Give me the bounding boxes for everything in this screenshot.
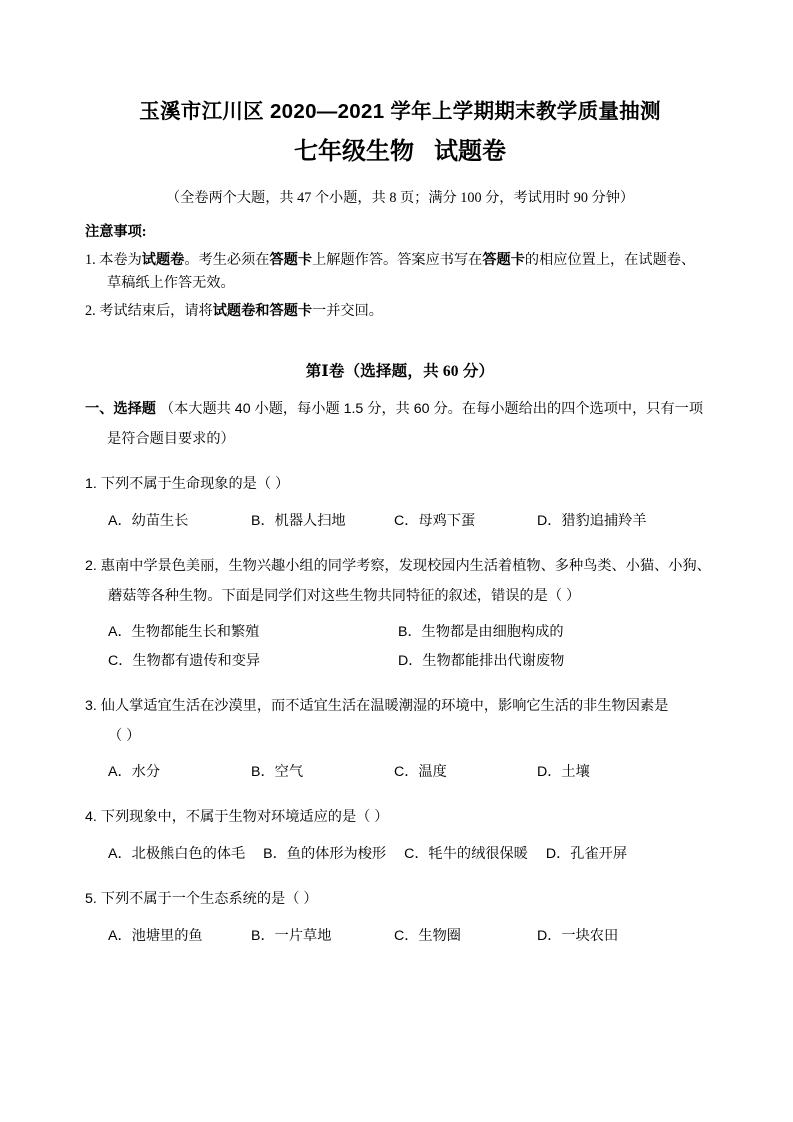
option-choice[interactable]: B．空气 — [251, 764, 304, 781]
option-choice[interactable]: A．池塘里的鱼 — [108, 927, 203, 944]
option-choice[interactable]: C．牦牛的绒很保暖 — [404, 846, 528, 863]
option-row — [85, 922, 715, 951]
section-one-heading — [85, 381, 715, 455]
question-5 — [85, 869, 715, 951]
option-row — [85, 758, 715, 787]
notice-block — [85, 222, 715, 322]
option-choice[interactable]: A．北极熊白色的体毛 — [108, 846, 246, 863]
notice-item-1-text-c: 上解题作答。答案应书写在 — [312, 251, 483, 268]
notice-item-2 — [85, 300, 715, 323]
option-row — [85, 507, 715, 536]
option-choice[interactable]: A．水分 — [108, 764, 161, 781]
question-2 — [85, 536, 715, 676]
question-stem-continuation: 蘑菇等各种生物。下面是同学们对这些生物共同特征的叙述，错误的是（ ） — [108, 587, 581, 604]
section-one-desc-continuation: 是符合题目要求的） — [107, 430, 235, 447]
question-number: 1. — [85, 476, 97, 493]
question-options — [85, 751, 715, 787]
option-choice[interactable]: B．生物都是由细胞构成的 — [398, 624, 564, 641]
option-choice[interactable]: B．鱼的体形为梭形 — [263, 846, 387, 863]
question-list — [85, 454, 715, 950]
question-stem-text: 惠南中学景色美丽，生物兴趣小组的同学考察，发现校园内生活着植物、多种鸟类、小猫、小狗、 — [100, 558, 711, 575]
question-options — [85, 611, 715, 676]
volume-heading: 第Ⅰ卷（选择题，共 60 分） — [305, 362, 495, 380]
option-choice[interactable]: C．母鸡下蛋 — [394, 512, 476, 529]
option-choice[interactable]: B．一片草地 — [251, 927, 332, 944]
notice-item-2-number: 2. — [85, 302, 96, 319]
question-stem — [85, 803, 715, 833]
question-stem-text: 仙人掌适宜生活在沙漠里，而不适宜生活在温暖潮湿的环境中，影响它生活的非生物因素是 — [100, 698, 669, 715]
option-choice[interactable]: B．机器人扫地 — [251, 512, 346, 529]
question-stem-text: 下列现象中，不属于生物对环境适应的是（ ） — [100, 809, 389, 826]
section-one-desc: （本大题共 40 小题，每小题 1.5 分，共 60 分。在每小题给出的四个选项中，只有一项 — [159, 400, 704, 417]
notice-item-1-bold-b: 答题卡 — [269, 251, 313, 268]
option-choice[interactable]: C．温度 — [394, 764, 447, 781]
question-stem — [85, 692, 715, 751]
section-one-label: 选择题 — [113, 400, 156, 417]
question-number: 5. — [85, 891, 97, 908]
option-row — [85, 840, 715, 869]
option-choice[interactable]: D．土壤 — [537, 764, 590, 781]
page-content — [85, 0, 715, 951]
notice-item-1-bold-a: 试题卷 — [141, 251, 185, 268]
exam-meta-line: （全卷两个大题，共 47 个小题，共 8 页；满分 100 分，考试用时 90 分钟） — [165, 189, 635, 206]
question-options — [85, 915, 715, 951]
option-choice[interactable]: D．生物都能排出代谢废物 — [398, 653, 565, 670]
notice-item-1-text-d: 的相应位置上，在试题卷、 — [524, 251, 696, 268]
option-choice[interactable]: A．生物都能生长和繁殖 — [108, 624, 260, 641]
question-1 — [85, 454, 715, 536]
question-stem — [85, 552, 715, 611]
question-number: 3. — [85, 698, 97, 715]
option-choice[interactable]: D．猎豹追捕羚羊 — [537, 512, 647, 529]
option-row — [85, 647, 715, 676]
question-stem — [85, 470, 715, 500]
question-options — [85, 500, 715, 536]
page-subtitle: 七年级生物 试题卷 — [293, 137, 506, 165]
notice-item-1-text-b: 。考生必须在 — [184, 251, 270, 268]
option-choice[interactable]: D．孔雀开屏 — [545, 846, 628, 863]
notice-item-1-number: 1. — [85, 251, 96, 268]
option-row — [85, 618, 715, 647]
option-choice[interactable]: C．生物圈 — [394, 927, 461, 944]
notice-item-1-text-a: 本卷为 — [99, 251, 142, 268]
question-stem-text: 下列不属于一个生态系统的是（ ） — [100, 891, 318, 908]
section-one-number: 一、 — [85, 400, 114, 417]
notice-item-2-text-a: 考试结束后，请将 — [99, 302, 213, 319]
question-stem-continuation: （ ） — [108, 727, 141, 744]
question-options — [85, 833, 715, 869]
option-choice[interactable]: C．生物都有遗传和变异 — [108, 653, 261, 670]
notice-item-2-bold-a: 试题卷和答题卡 — [212, 302, 313, 319]
page-title: 玉溪市江川区 2020—2021 学年上学期期末教学质量抽测 — [139, 100, 661, 123]
question-4 — [85, 787, 715, 869]
option-choice[interactable]: A．幼苗生长 — [108, 512, 189, 529]
notice-item-1-continuation: 草稿纸上作答无效。 — [107, 274, 235, 291]
notice-item-2-text-b: 一并交回。 — [312, 302, 383, 319]
notice-heading: 注意事项: — [85, 224, 147, 241]
question-stem — [85, 885, 715, 915]
question-3 — [85, 676, 715, 787]
question-number: 2. — [85, 558, 97, 575]
notice-item-1-bold-c: 答题卡 — [482, 251, 525, 268]
notice-item-1 — [85, 249, 715, 295]
option-choice[interactable]: D．一块农田 — [537, 927, 619, 944]
question-number: 4. — [85, 809, 97, 826]
question-stem-text: 下列不属于生命现象的是（ ） — [100, 476, 290, 493]
